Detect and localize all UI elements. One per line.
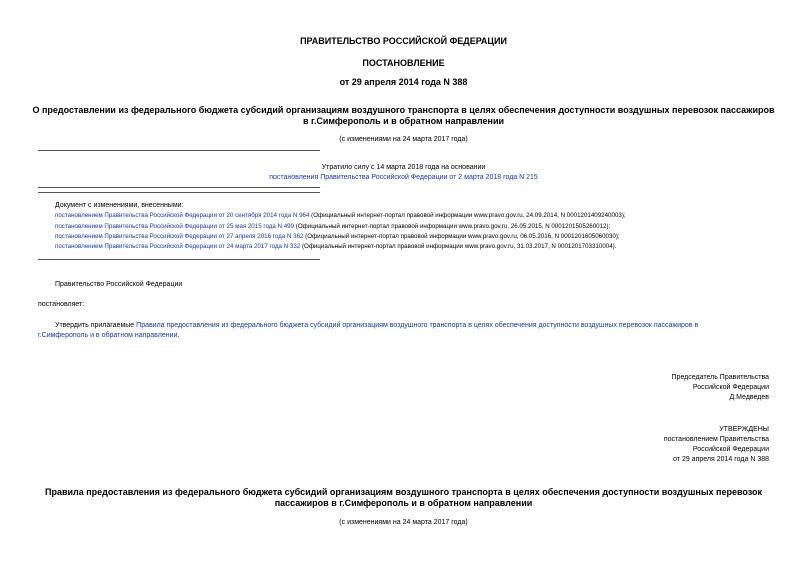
amendment-link[interactable]: постановлением Правительства Российской Федерации от 27 апреля 2016 года N 362 xyxy=(55,233,304,240)
signature-title: Председатель Правительства xyxy=(671,374,769,381)
approve-paragraph-line1 xyxy=(55,322,773,329)
approved-by: постановлением Правительства xyxy=(663,436,769,443)
document-type: ПОСТАНОВЛЕНИЕ xyxy=(362,58,445,68)
signature-org: Российской Федерации xyxy=(692,384,769,391)
document-title-line2: в г.Симферополь и в обратном направлении xyxy=(302,116,505,126)
expired-link[interactable]: постановления Правительства Российской Федерации от 2 марта 2018 года N 215 xyxy=(269,174,538,181)
divider xyxy=(38,150,320,151)
divider xyxy=(38,259,320,260)
resolves-text: постановляет: xyxy=(38,301,85,308)
signature-name: Д.Медведев xyxy=(729,394,769,401)
government-heading: ПРАВИТЕЛЬСТВО РОССИЙСКОЙ ФЕДЕРАЦИИ xyxy=(300,36,507,46)
approve-paragraph-line2 xyxy=(38,332,179,339)
approve-prefix: Утвердить прилагаемые xyxy=(55,322,137,329)
changes-note: (с изменениями на 24 марта 2017 года) xyxy=(339,136,468,143)
amendment-item xyxy=(55,243,616,250)
approved-date: от 29 апреля 2014 года N 388 xyxy=(673,456,769,463)
rules-changes-note: (с изменениями на 24 марта 2017 года) xyxy=(339,519,468,526)
document-date-number: от 29 апреля 2014 года N 388 xyxy=(339,77,468,87)
amendment-item xyxy=(55,233,620,240)
document-title-line1: О предоставлении из федерального бюджета субсидий организациям воздушного транспорта в целях обеспечения доступности воздушных перевозок пассажиров xyxy=(32,105,775,115)
amendment-link[interactable]: постановлением Правительства Российской Федерации от 24 марта 2017 года N 332 xyxy=(55,243,301,250)
amendment-source: (Официальный интернет-портал правовой информации www.pravo.gov.ru, 26.05.2015, N 0001201505260012); xyxy=(294,223,611,230)
divider xyxy=(38,192,320,193)
amendment-source: (Официальный интернет-портал правовой информации www.pravo.gov.ru, 24.09.2014, N 0001201409240003); xyxy=(309,212,626,219)
rules-title-line2: пассажиров в г.Симферополь и в обратном направлении xyxy=(274,498,533,508)
amendment-link[interactable]: постановлением Правительства Российской Федерации от 25 мая 2015 года N 499 xyxy=(55,223,295,230)
amendment-link[interactable]: постановлением Правительства Российской Федерации от 20 сентября 2014 года N 964 xyxy=(55,212,310,219)
rules-link[interactable]: Правила предоставления из федерального бюджета субсидий организациям воздушного транспорта в целях обеспечения доступности воздушных перевозок пассажиров в xyxy=(136,322,699,329)
approve-suffix: . xyxy=(177,332,180,339)
rules-title-line1: Правила предоставления из федерального бюджета субсидий организациям воздушного транспорта в целях обеспечения доступности воздушных перевозок xyxy=(44,487,763,497)
amendment-item xyxy=(55,223,610,230)
expired-notice: Утратило силу с 14 марта 2018 года на основании xyxy=(321,164,486,171)
amendment-item xyxy=(55,212,626,219)
rules-link-cont[interactable]: г.Симферополь и в обратном направлении xyxy=(38,332,178,339)
amendment-source: (Официальный интернет-портал правовой информации www.pravo.gov.ru, 06.05.2016, N 0001201605060030); xyxy=(303,233,620,240)
amendments-intro: Документ с изменениями, внесенными: xyxy=(55,202,184,209)
divider xyxy=(38,187,320,188)
approved-heading: УТВЕРЖДЕНЫ xyxy=(719,426,769,433)
government-rf: Правительство Российской Федерации xyxy=(55,281,183,288)
amendment-source: (Официальный интернет-портал правовой информации www.pravo.gov.ru, 31.03.2017, N 0001201703310004). xyxy=(300,243,617,250)
approved-org: Российской Федерации xyxy=(692,446,769,453)
